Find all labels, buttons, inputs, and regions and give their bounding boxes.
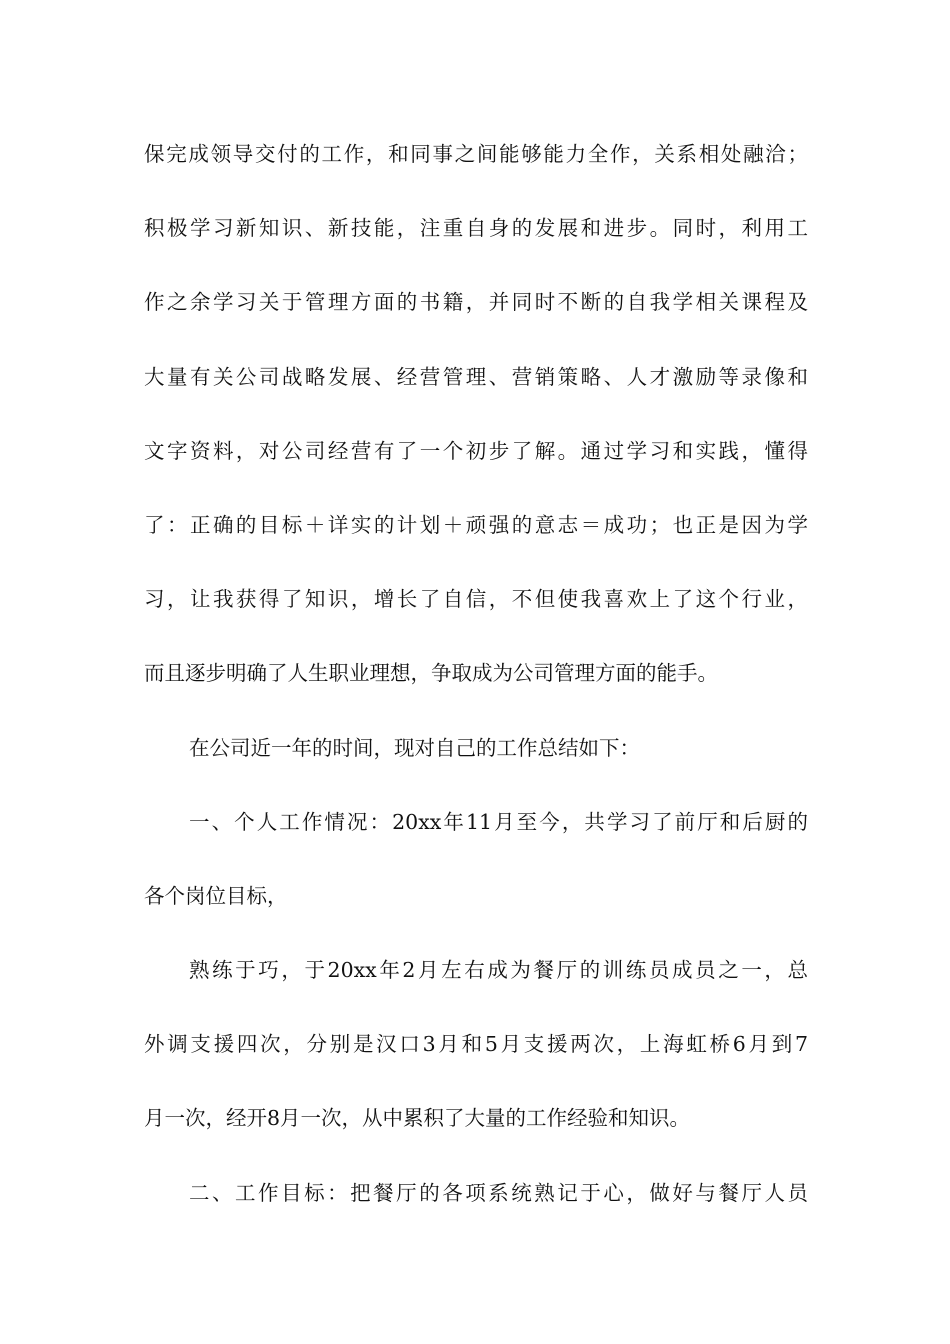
text-line: 各个岗位目标， <box>144 883 288 908</box>
text-line: 作之余学习关于管理方面的书籍，并同时不断的自我学相关课程及 <box>144 290 808 315</box>
text-line: 熟练于巧，于20xx年2月左右成为餐厅的训练员成员之一，总 <box>189 958 808 983</box>
text-line: 了：正确的目标＋详实的计划＋顽强的意志＝成功；也正是因为学 <box>144 512 808 537</box>
text-line: 而且逐步明确了人生职业理想，争取成为公司管理方面的能手。 <box>144 661 718 686</box>
text-line: 二、工作目标：把餐厅的各项系统熟记于心，做好与餐厅人员 <box>189 1180 808 1205</box>
text-line: 一、个人工作情况：20xx年11月至今，共学习了前厅和后厨的 <box>189 809 808 834</box>
text-line: 月一次，经开8月一次，从中累积了大量的工作经验和知识。 <box>144 1106 691 1131</box>
text-line: 习，让我获得了知识，增长了自信，不但使我喜欢上了这个行业， <box>144 587 808 612</box>
text-line: 文字资料，对公司经营有了一个初步了解。通过学习和实践，懂得 <box>144 438 808 463</box>
text-line: 大量有关公司战略发展、经营管理、营销策略、人才激励等录像和 <box>144 364 808 389</box>
text-line: 积极学习新知识、新技能，注重自身的发展和进步。同时，利用工 <box>144 216 808 241</box>
text-line: 外调支援四次，分别是汉口3月和5月支援两次，上海虹桥6月到7 <box>144 1032 808 1057</box>
text-line: 保完成领导交付的工作，和同事之间能够能力全作，关系相处融洽； <box>144 142 808 166</box>
text-line: 在公司近一年的时间，现对自己的工作总结如下： <box>189 735 640 760</box>
document-body <box>144 122 808 1235</box>
